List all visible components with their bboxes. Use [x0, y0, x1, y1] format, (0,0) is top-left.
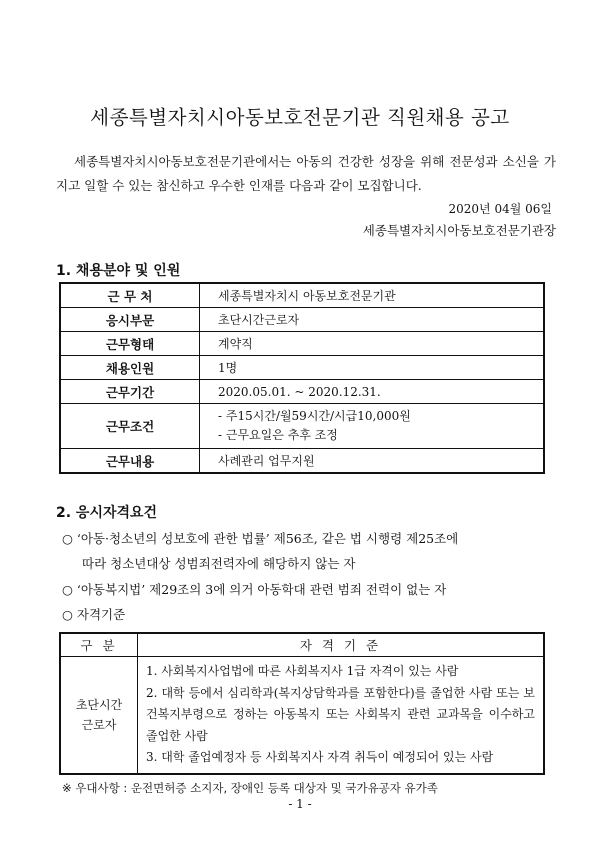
group-label: 초단시간: [75, 697, 123, 712]
column-header: 구 분: [60, 633, 138, 657]
table-row: [60, 380, 544, 404]
list-item-continuation: 따라 청소년대상 성범죄전력자에 해당하지 않는 자: [82, 556, 356, 571]
row-label: 근 무 처: [60, 283, 200, 308]
list-item: ○ 자격기준: [62, 607, 126, 622]
section1-heading: 1. 채용분야 및 인원: [56, 263, 181, 279]
row-value: 1명: [200, 356, 545, 380]
row-label: 근무형태: [60, 332, 200, 356]
row-label: 채용인원: [60, 356, 200, 380]
row-label: 근무내용: [60, 449, 200, 474]
row-value: 초단시간근로자: [200, 308, 545, 332]
group-label: 근로자: [81, 717, 117, 732]
row-value: 2020.05.01. ~ 2020.12.31.: [200, 380, 545, 404]
list-item: ○ ‘아동복지법’ 제29조의 3에 의거 아동학대 관련 범죄 전력이 없는 자: [62, 582, 447, 597]
preference-note: ※ 우대사항 : 운전면허증 소지자, 장애인 등록 대상자 및 국가유공자 유가족: [62, 781, 438, 795]
notice-date: 2020년 04월 06일: [448, 202, 552, 216]
table-row: [60, 283, 544, 308]
row-label: 근무기간: [60, 380, 200, 404]
row-label: 근무조건: [60, 404, 200, 449]
page-title: 세종특별자치시아동보호전문기관 직원채용 공고: [90, 106, 510, 129]
row-value: [200, 404, 545, 449]
intro-paragraph: 세종특별자치시아동보호전문기관에서는 아동의 건강한 성장을 위해 전문성과 소신을 가지고 일할 수 있는 참신하고 우수한 인재를 다음과 같이 모집합니다.: [56, 154, 556, 193]
row-value: 사례관리 업무지원: [200, 449, 545, 474]
table-row: [60, 404, 544, 449]
group-cell: [60, 657, 138, 774]
table-row: [60, 308, 544, 332]
qualification-table: [59, 632, 545, 775]
row-value: 세종특별자치시 아동보호전문기관: [200, 283, 545, 308]
list-item: ○ ‘아동·청소년의 성보호에 관한 법률’ 제56조, 같은 법 시행령 제25조에: [62, 531, 459, 546]
criteria-item: 2. 대학 등에서 심리학과(복지상담학과를 포함한다)를 졸업한 사람 또는 보건복지부령으로 정하는 아동복지 또는 사회복지 관련 교과목을 이수하고 졸업한 사람: [146, 685, 535, 743]
table-row: [60, 449, 544, 474]
row-label: 응시부문: [60, 308, 200, 332]
condition-line: - 근무요일은 추후 조정: [218, 428, 338, 442]
table-row: [60, 657, 544, 774]
criteria-cell: [138, 657, 545, 774]
table-row: [60, 332, 544, 356]
table-header-row: [60, 633, 544, 657]
column-header: 자 격 기 준: [138, 633, 545, 657]
row-value: 계약직: [200, 332, 545, 356]
criteria-item: 3. 대학 졸업예정자 등 사회복지사 자격 취득이 예정되어 있는 사람: [146, 750, 494, 764]
table-row: [60, 356, 544, 380]
section2-heading: 2. 응시자격요건: [56, 505, 158, 521]
condition-line: - 주15시간/월59시간/시급10,000원: [218, 409, 411, 423]
criteria-item: 1. 사회복지사업법에 따른 사회복지사 1급 자격이 있는 사람: [146, 664, 459, 678]
issuer-name: 세종특별자치시아동보호전문기관장: [362, 223, 556, 238]
recruitment-table: [59, 282, 545, 474]
page-number: - 1 -: [288, 797, 312, 811]
